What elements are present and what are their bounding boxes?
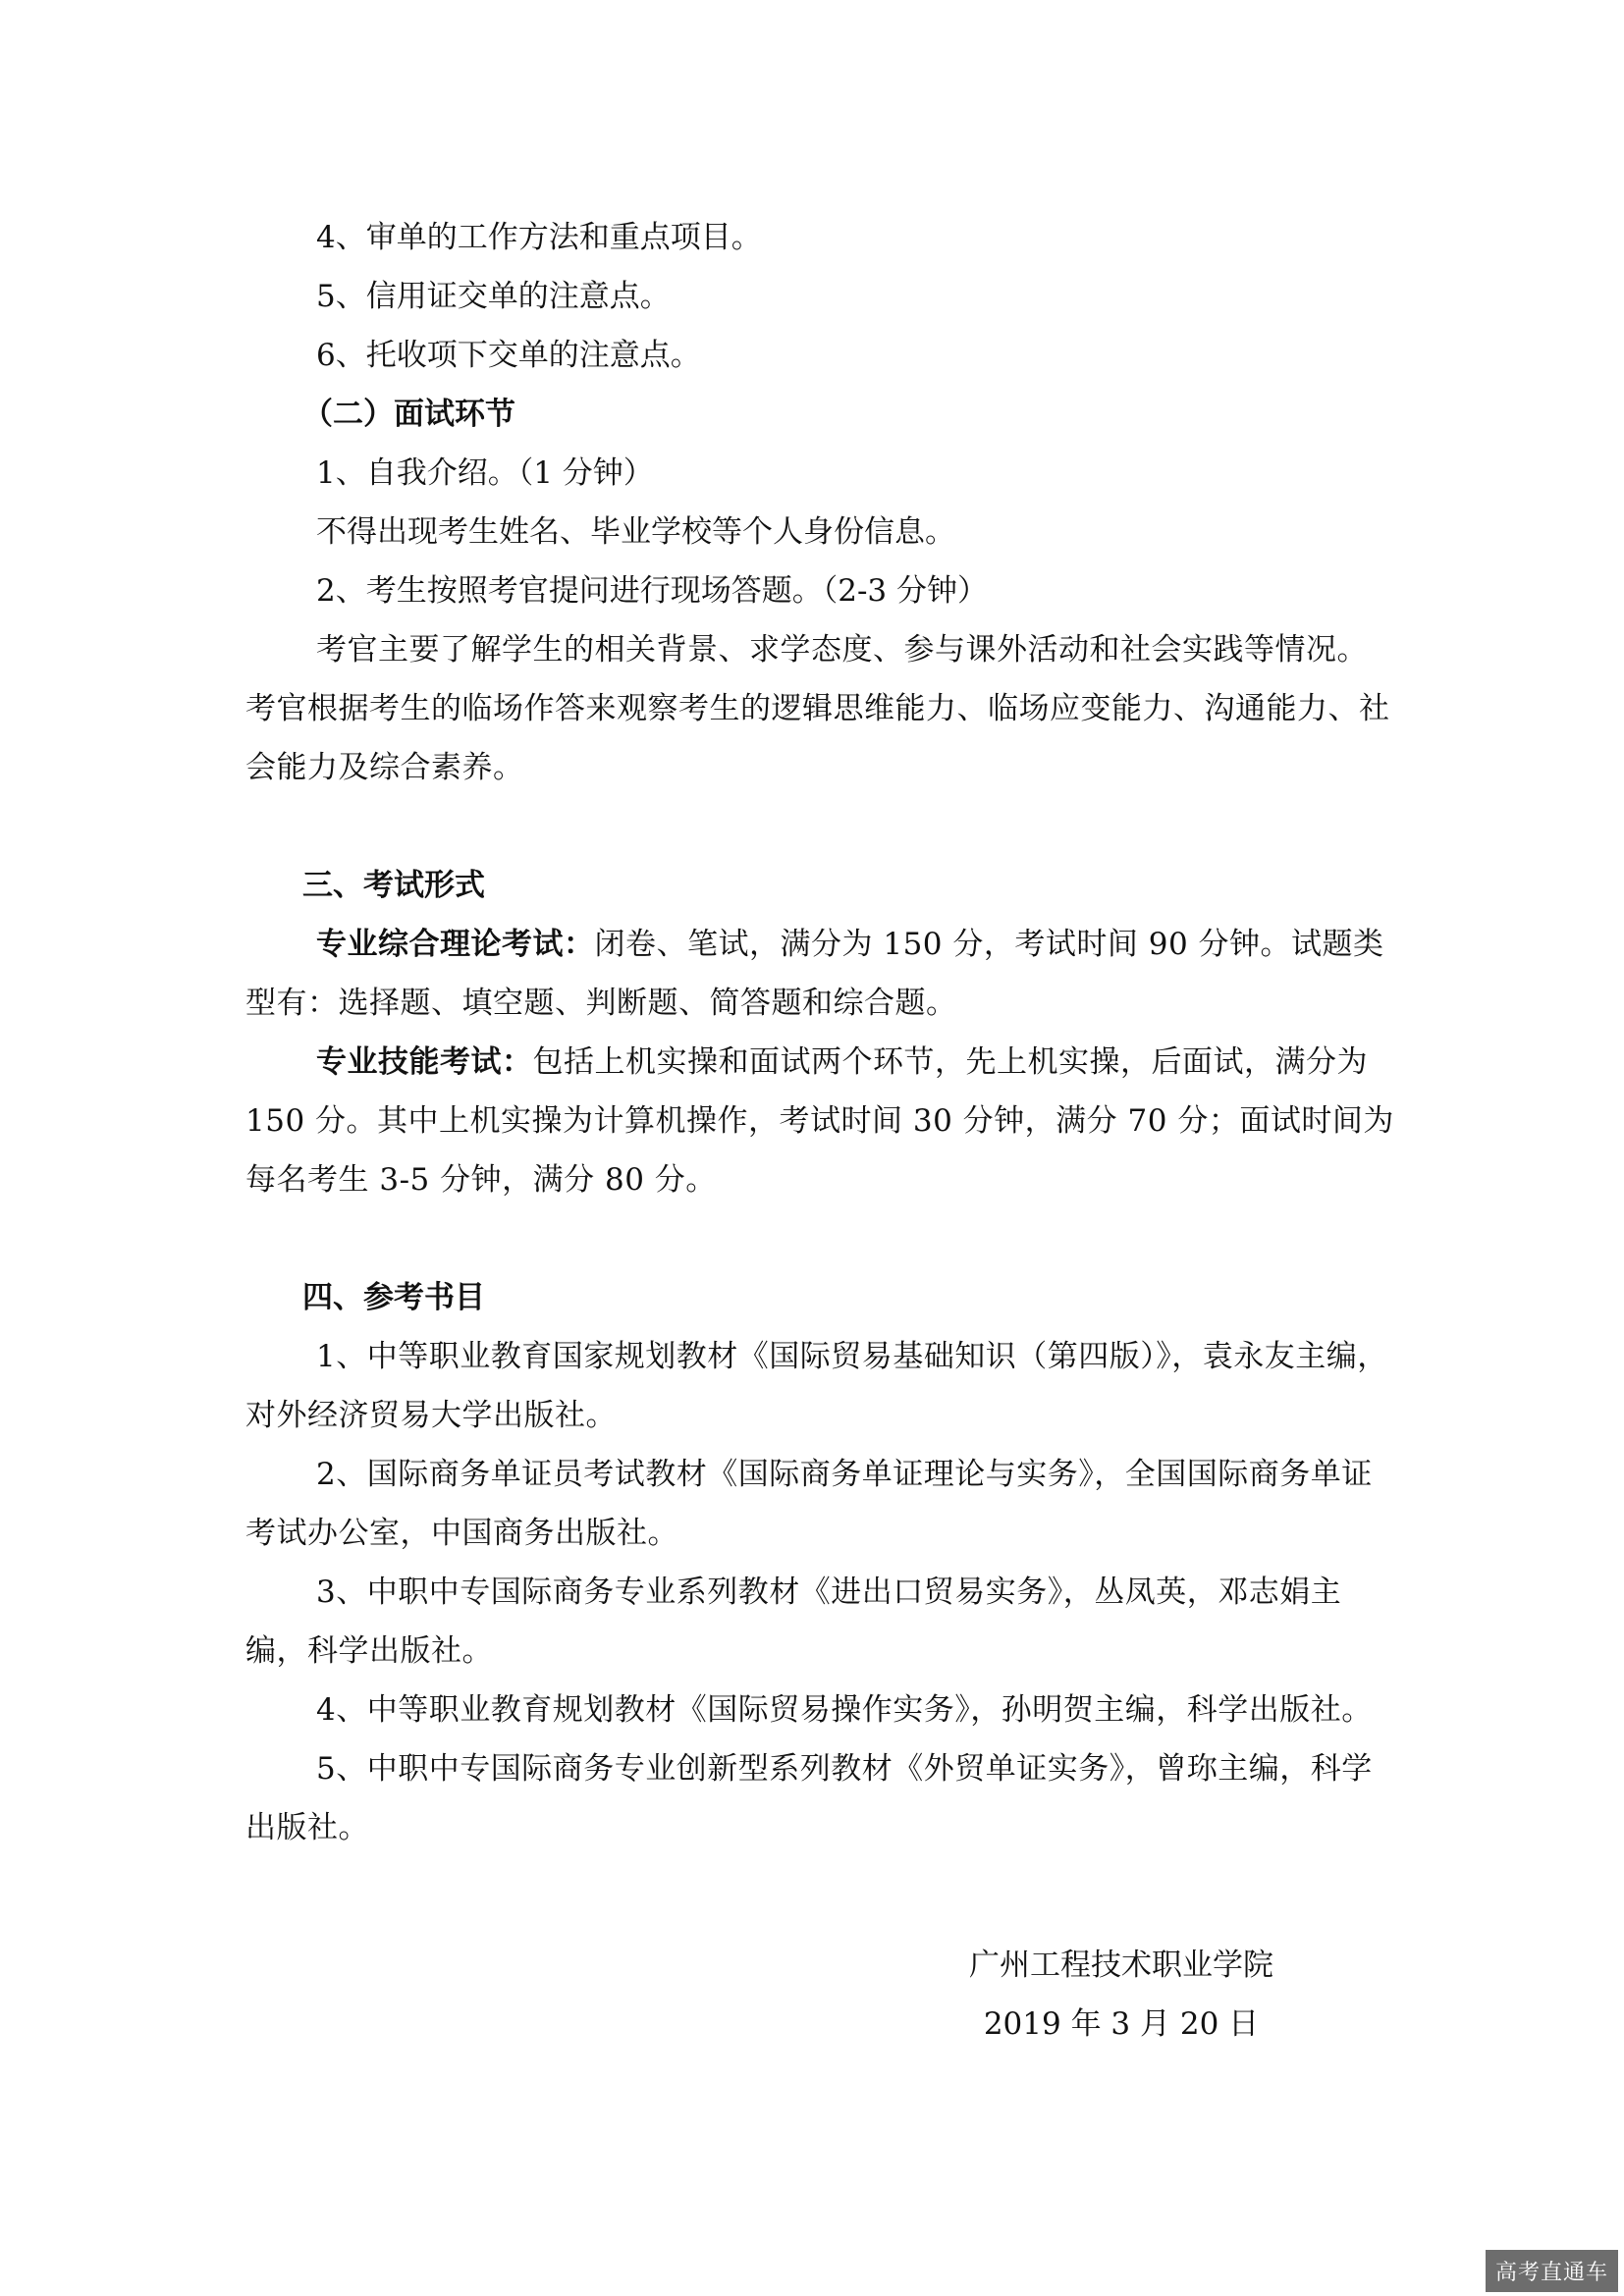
signature-date: 2019 年 3 月 20 日 bbox=[983, 2006, 1260, 2042]
reference-item: 5、中职中专国际商务专业创新型系列教材《外贸单证实务》，曾珎主编，科学出版社。 bbox=[245, 1751, 1373, 1845]
reference-item: 2、国际商务单证员考试教材《国际商务单证理论与实务》，全国国际商务单证考试办公室，中国商务出版社。 bbox=[245, 1457, 1373, 1551]
theory-exam-text: 闭卷、笔试，满分为 150 分，考试时间 90 分钟。试题类型有：选择题、填空题、判断题、简答题和综合题。 bbox=[245, 927, 1384, 1021]
signature-block bbox=[945, 1936, 1298, 2054]
watermark-badge: 高考直通车 bbox=[1486, 2250, 1618, 2292]
document-body bbox=[245, 208, 1394, 1857]
reference-item: 3、中职中专国际商务专业系列教材《进出口贸易实务》，丛凤英，邓志娟主编，科学出版社。 bbox=[245, 1575, 1342, 1669]
reference-item: 1、中等职业教育国家规划教材《国际贸易基础知识（第四版）》，袁永友主编，对外经济贸易大学出版社。 bbox=[245, 1339, 1388, 1433]
interview-heading: （二）面试环节 bbox=[302, 397, 515, 432]
list-item: 5、信用证交单的注意点。 bbox=[316, 279, 671, 314]
interview-item-1-note: 不得出现考生姓名、毕业学校等个人身份信息。 bbox=[316, 514, 955, 550]
exam-format-heading: 三、考试形式 bbox=[302, 868, 485, 903]
list-item: 4、审单的工作方法和重点项目。 bbox=[316, 220, 762, 255]
spacer bbox=[245, 797, 1394, 856]
signature-org: 广州工程技术职业学院 bbox=[969, 1948, 1273, 1983]
references-heading: 四、参考书目 bbox=[302, 1280, 485, 1315]
skill-exam-text: 包括上机实操和面试两个环节，先上机实操，后面试，满分为 150 分。其中上机实操为计算机操作，考试时间 30 分钟，满分 70 分；面试时间为每名考生 3-5 分钟，满分 80 分。 bbox=[245, 1044, 1394, 1198]
interview-item-2: 2、考生按照考官提问进行现场答题。（2-3 分钟） bbox=[316, 573, 988, 609]
spacer bbox=[245, 1209, 1394, 1268]
interview-item-2-note: 考官主要了解学生的相关背景、求学态度、参与课外活动和社会实践等情况。考官根据考生的临场作答来观察考生的逻辑思维能力、临场应变能力、沟通能力、社会能力及综合素养。 bbox=[245, 632, 1390, 785]
list-item: 6、托收项下交单的注意点。 bbox=[316, 338, 701, 373]
theory-exam-label: 专业综合理论考试： bbox=[316, 927, 595, 962]
skill-exam-label: 专业技能考试： bbox=[316, 1044, 533, 1080]
skill-exam-paragraph bbox=[245, 1033, 1394, 1209]
reference-item: 4、中等职业教育规划教材《国际贸易操作实务》，孙明贺主编，科学出版社。 bbox=[316, 1692, 1373, 1728]
theory-exam-paragraph bbox=[245, 915, 1394, 1033]
interview-item-1: 1、自我介绍。（1 分钟） bbox=[316, 455, 654, 491]
